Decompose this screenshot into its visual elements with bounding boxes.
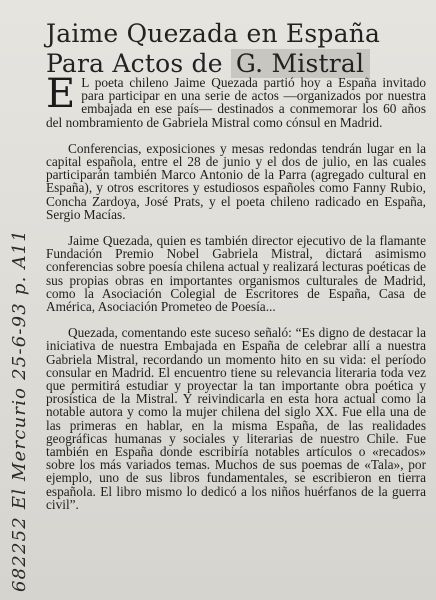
article-paragraph-1 [46, 71, 426, 130]
drop-cap-letter: E [46, 71, 76, 117]
paragraph-1-text: L poeta chileno Jaime Quezada partió hoy a España invitado para participar en una serie de actos —organizados por nuestra embajada en ese país— destinados a conmemorar los 60 años del nombramiento de Gabriela Mistral como cónsul en Madrid. [46, 75, 426, 130]
article-headline [46, 19, 430, 79]
handwritten-archive-note: 682252 El Mercurio 25-6-93 p. A11 [9, 229, 30, 592]
headline-line-2-prefix: Para Actos de [46, 48, 231, 78]
article-paragraph-4: Quezada, comentando este suceso señaló: “Es digno de destacar la iniciativa de nuestra Embajada en España de celebrar allí a nuestra Gabriela Mistral, recordando un momento hito en su vida: el período consular en Madrid. El encuentro tiene su relevancia literaria toda vez que permitirá estudiar y proyectar la tan importante obra poética y prosística de la Mistral. Y reivindicarla en esta hora actual como la notable autora y como la mujer chilena del siglo XX. Fue ella una de las primeras en hablar, en la misma España, de las realidades geográficas humanas y sociales y literarias de nuestro Chile. Fue también en España donde escribiría notables artículos o «recados» sobre los más variados temas. Muchos de sus poemas de «Tala», por ejemplo, uno de sus libros fundamentales, se escribieron en tierra española. El libro mismo lo dedicó a los niños huérfanos de la guerra civil”. [46, 325, 426, 512]
article-paragraph-3: Jaime Quezada, quien es también director ejecutivo de la flamante Fundación Premio Nobel Gabriela Mistral, dictará asimismo conferencias sobre poesía chilena actual y realizará lecturas poéticas de sus propias obras en importantes organismos culturales de Madrid, como la Asociación Colegial de Escritores de España, Casa de América, Asociación Prometeo de Poesía... [46, 233, 426, 315]
headline-highlighted-name: G. Mistral [231, 49, 370, 78]
article-paragraph-2: Conferencias, exposiciones y mesas redondas tendrán lugar en la capital española, entre el 28 de junio y el dos de julio, en las cuales participarán también Marco Antonio de la Parra (agregado cultural en España), y otros escritores y estudiosos españoles como Fanny Rubio, Concha Zardoya, José Prats, y el poeta chileno radicado en España, Sergio Macías. [46, 140, 426, 222]
article-body [46, 71, 426, 524]
headline-line-1: Jaime Quezada en España [46, 18, 381, 48]
